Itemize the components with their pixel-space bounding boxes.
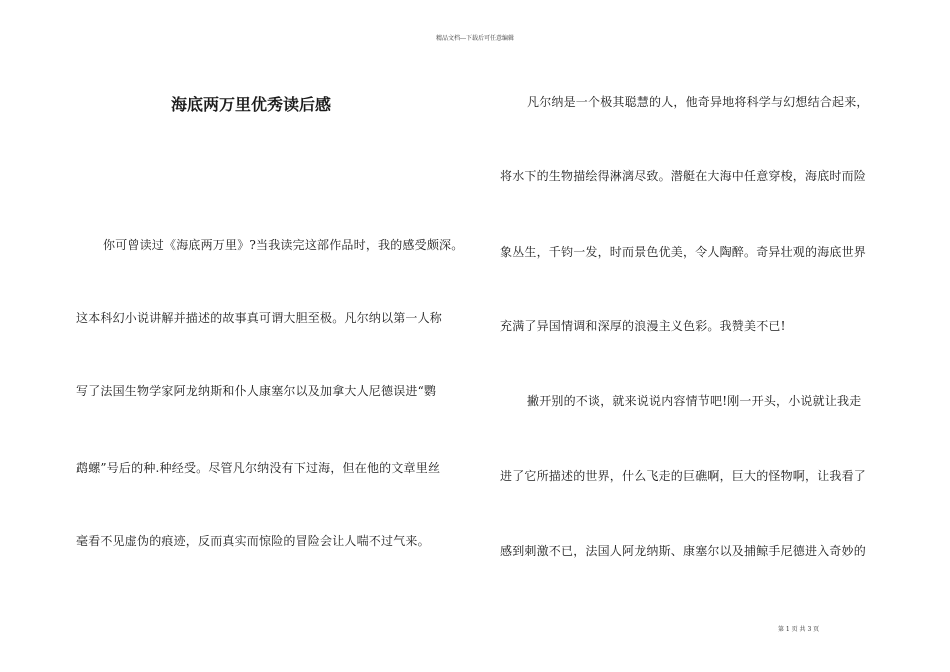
- paragraph-line: 你可曾读过《海底两万里》?当我读完这部作品时，我的感受颇深。: [103, 238, 464, 252]
- page-header: 精品文档---下载后可任意编辑: [435, 35, 515, 42]
- paragraph-line: 写了法国生物学家阿龙纳斯和仆人康塞尔以及加拿大人尼德误进“鹦: [76, 384, 437, 398]
- paragraph-line: 这本科幻小说讲解并描述的故事真可谓大胆至极。凡尔纳以第一人称: [76, 311, 443, 325]
- document-title: 海底两万里优秀读后感: [170, 95, 331, 114]
- page-number: 第 1 页 共 3 页: [778, 626, 820, 633]
- paragraph-line: 将水下的生物描绘得淋漓尽致。潜艇在大海中任意穿梭，海底时而险: [500, 169, 867, 183]
- paragraph-line: 撇开别的不谈，就来说说内容情节吧!刚一开头，小说就让我走: [527, 394, 862, 408]
- paragraph-line: 感到刺激不已，法国人阿龙纳斯、康塞尔以及捕鲸手尼德进入奇妙的: [500, 544, 867, 558]
- paragraph-line: 毫看不见虚伪的痕迹，反而真实而惊险的冒险会让人喘不过气来。: [76, 534, 430, 548]
- paragraph-line: 凡尔纳是一个极其聪慧的人，他奇异地将科学与幻想结合起来，: [527, 95, 869, 109]
- paragraph-line: 充满了异国情调和深厚的浪漫主义色彩。我赞美不已!: [500, 319, 786, 333]
- paragraph-line: 鹉螺”号后的种.种经受。尽管凡尔纳没有下过海，但在他的文章里丝: [76, 461, 441, 475]
- paragraph-line: 象丛生，千钧一发，时而景色优美，令人陶醉。奇异壮观的海底世界: [500, 245, 867, 259]
- paragraph-line: 进了它所描述的世界，什么飞走的巨礁啊，巨大的怪物啊，让我看了: [500, 469, 867, 483]
